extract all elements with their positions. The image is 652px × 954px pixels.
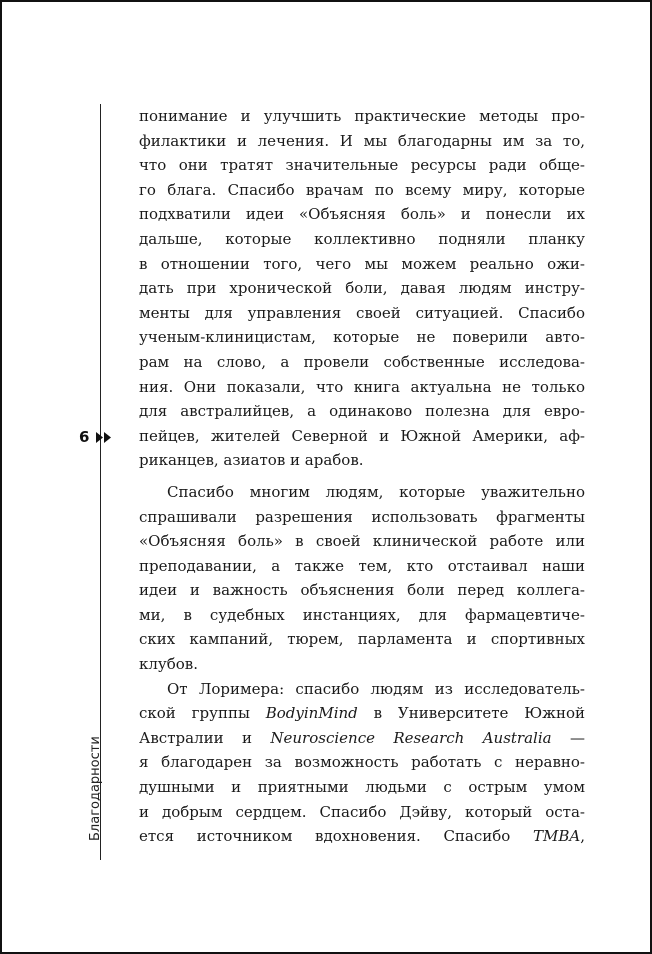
text-line: для австралийцев, а одинаково полезна для евро- [139,402,585,421]
text-line: ми, в судебных инстанциях, для фармацевтиче- [139,605,585,624]
text-line: го блага. Спасибо врачам по всему миру, которые [139,180,585,199]
text-line: душными и приятными людьми с острым умом [139,778,585,797]
italic-term: BodyinMind [265,704,358,723]
text-line: пейцев, жителей Северной и Южной Америки, аф- [139,426,585,445]
double-arrow-right-icon [96,432,112,443]
text-line: менты для управления своей ситуацией. Спасибо [139,303,585,322]
text-line: я благодарен за возможность работать с неравно- [139,753,585,772]
text-line: ученым-клиницистам, которые не поверили авто- [139,328,585,347]
text-line: филактики и лечения. И мы благодарны им за то, [139,131,585,150]
text-line: идеи и важность объяснения боли перед коллега- [139,581,585,600]
text-line: что они тратят значительные ресурсы ради обще- [139,156,585,175]
text-line: понимание и улучшить практические методы про- [139,107,585,125]
running-head: Благодарности [88,736,103,841]
text-line: Австралии и Neuroscience Research Australia — [139,728,585,747]
text-line: рам на слово, а провели собственные исследова- [139,352,585,371]
text-line: ских кампаний, тюрем, парламента и спортивных [139,630,585,649]
text-line: спрашивали разрешения использовать фрагменты [139,507,585,526]
text-line: ется источником вдохновения. Спасибо TMBA, [139,827,585,846]
text-line: риканцев, азиатов и арабов. [139,451,364,470]
text-line: в отношении того, чего мы можем реально ожи- [139,254,585,273]
text-line: клубов. [139,655,199,674]
text-line: преподавании, а также тем, кто отстаивал наши [139,556,585,575]
text-line: дать при хронической боли, давая людям инстру- [139,279,585,298]
text-line: «Объясняя боль» в своей клинической работе или [139,532,585,551]
text-line: ния. Они показали, что книга актуальна не только [139,377,585,396]
text-line: подхватили идеи «Объясняя боль» и понесли их [139,205,585,224]
text-line: дальше, которые коллективно подняли планку [139,229,585,248]
text-line: и добрым сердцем. Спасибо Дэйву, который оста- [139,802,585,821]
text-line: ской группы BodyinMind в Университете Южной [139,704,586,723]
page-number: 6 [79,428,90,446]
text-line: Спасибо многим людям, которые уважительно [167,482,585,501]
italic-term: TMBA [532,827,581,846]
italic-term: Neuroscience Research Australia [270,728,552,747]
text-line: От Лоримера: спасибо людям из исследователь- [167,679,585,698]
body-text [139,104,585,849]
